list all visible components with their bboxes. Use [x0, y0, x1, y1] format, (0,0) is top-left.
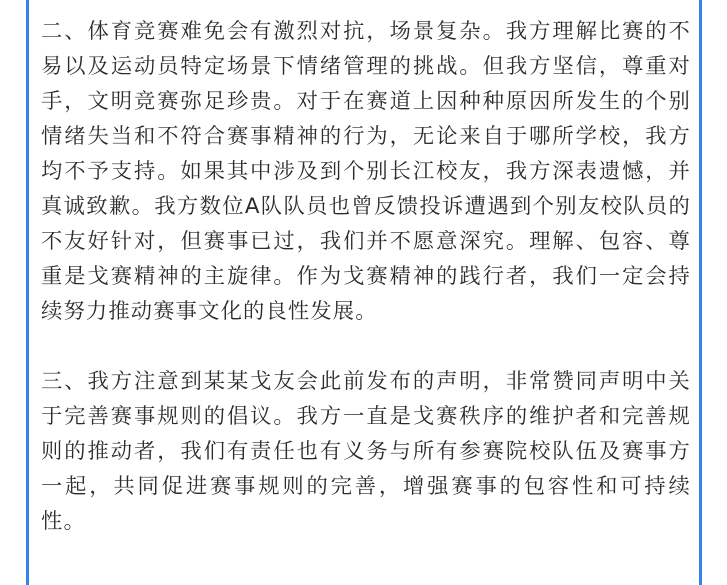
paragraph-three: 三、我方注意到某某戈友会此前发布的声明，非常赞同声明中关于完善赛事规则的倡议。我方一直是戈赛秩序的维护者和完善规则的推动者，我们有责任也有义务与所有参赛院校队伍及赛事方一起，共同促进赛事规则的完善，增强赛事的包容性和可持续性。 — [41, 369, 691, 534]
paragraph-two: 二、体育竞赛难免会有激烈对抗，场景复杂。我方理解比赛的不易以及运动员特定场景下情绪管理的挑战。但我方坚信，尊重对手，文明竞赛弥足珍贵。对于在赛道上因种种原因所发生的个别情绪失当和不符合赛事精神的行为，无论来自于哪所学校，我方均不予支持。如果其中涉及到个别长江校友，我方深表遗憾，并真诚致歉。我方数位A队队员也曾反馈投诉遭遇到个别友校队员的不友好针对，但赛事已过，我们并不愿意深究。理解、包容、尊重是戈赛精神的主旋律。作为戈赛精神的践行者，我们一定会持续努力推动赛事文化的良性发展。 — [41, 19, 691, 324]
right-border-line — [699, 0, 702, 585]
left-border-line — [26, 0, 29, 585]
article-body — [41, 14, 691, 539]
